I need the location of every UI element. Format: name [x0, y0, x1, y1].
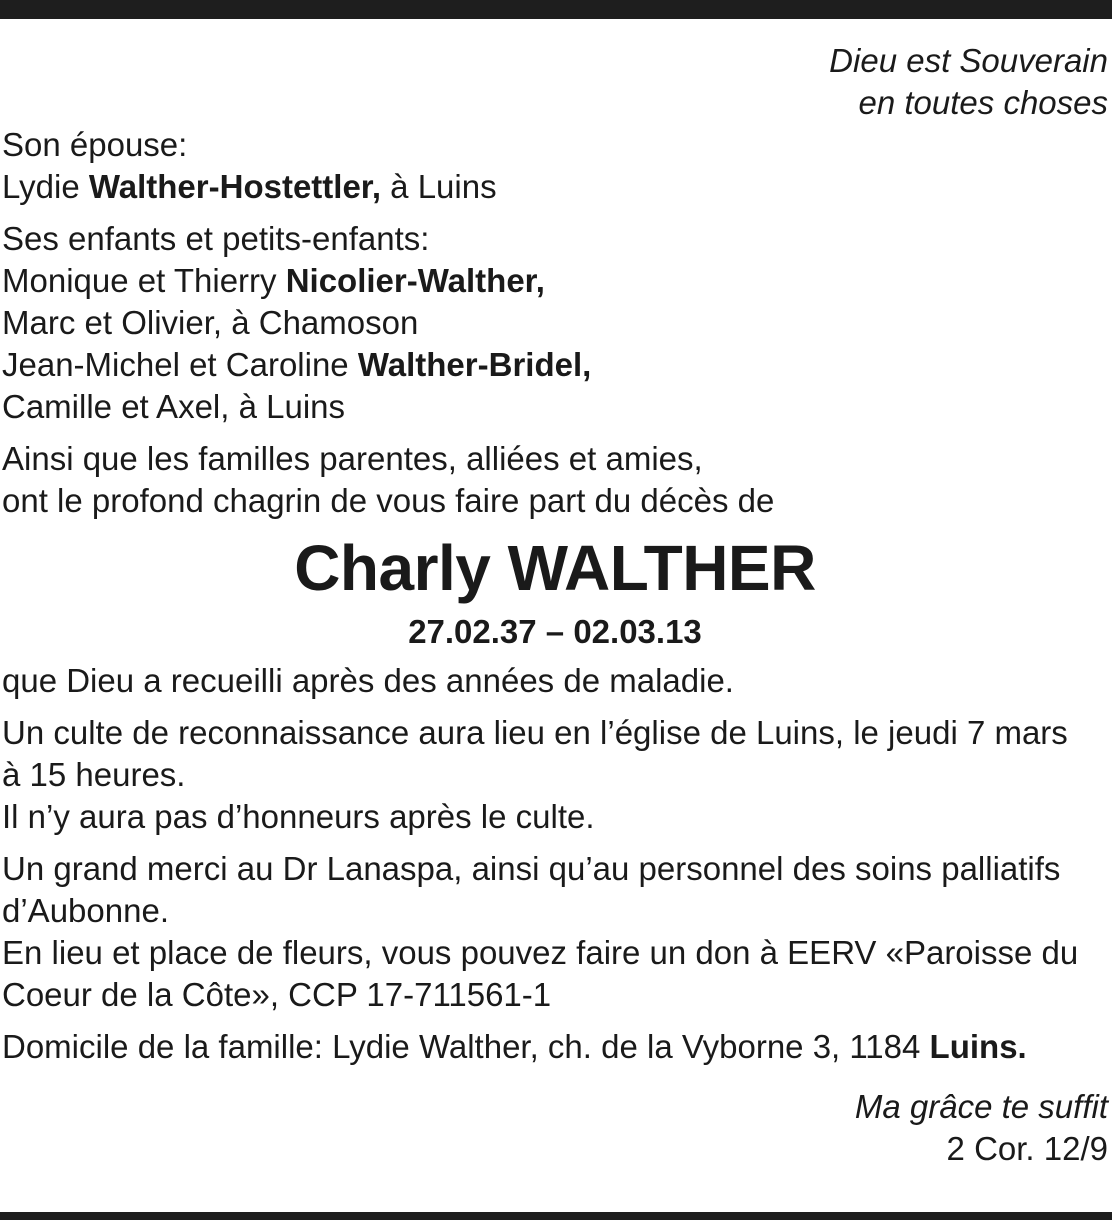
deceased-name: Charly WALTHER [294, 532, 816, 604]
family-1-surname: Nicolier-Walther, [285, 262, 545, 299]
donation-line-2: Coeur de la Côte», CCP 17-711561-1 [2, 976, 552, 1013]
domicile-line [2, 1026, 1108, 1068]
spouse-heading: Son épouse: [2, 126, 188, 163]
verse-text: Ma grâce te suffit [854, 1088, 1108, 1125]
service-line-1: Un culte de reconnaissance aura lieu en l’église de Luins, le jeudi 7 mars [2, 714, 1068, 751]
spouse-place: à Luins [390, 168, 497, 205]
announcement-line-2: ont le profond chagrin de vous faire part du décès de [2, 482, 775, 519]
family-2-children: Camille et Axel, à Luins [2, 388, 346, 425]
epigraph-line-2: en toutes choses [858, 84, 1108, 121]
children-section [2, 218, 1108, 428]
donation-line-1: En lieu et place de fleurs, vous pouvez faire un don à EERV «Paroisse du [2, 934, 1079, 971]
domicile-text: Domicile de la famille: Lydie Walther, ch. de la Vyborne 3, 1184 [2, 1028, 921, 1065]
family-2-line [2, 344, 1108, 386]
domicile-town: Luins. [929, 1028, 1027, 1065]
family-2-names: Jean-Michel et Caroline [2, 346, 349, 383]
announcement-line-1: Ainsi que les familles parentes, alliées et amies, [2, 440, 703, 477]
service-section [2, 712, 1108, 838]
recalled-line: que Dieu a recueilli après des années de maladie. [2, 662, 734, 699]
closing-verse [2, 1086, 1108, 1128]
verse-reference: 2 Cor. 12/9 [946, 1130, 1108, 1167]
family-1-children: Marc et Olivier, à Chamoson [2, 304, 419, 341]
spouse-last-name: Walther-Hostettler, [88, 168, 381, 205]
bottom-rule [0, 1212, 1112, 1220]
obituary-notice [2, 40, 1108, 1170]
children-heading: Ses enfants et petits-enfants: [2, 220, 430, 257]
epigraph [2, 40, 1108, 124]
spouse-section [2, 124, 1108, 208]
service-line-2: à 15 heures. [2, 756, 186, 793]
thanks-line-2: d’Aubonne. [2, 892, 169, 929]
spouse-first-name: Lydie [2, 168, 80, 205]
thanks-line-1: Un grand merci au Dr Lanaspa, ainsi qu’au personnel des soins palliatifs [2, 850, 1061, 887]
announcement [2, 438, 1108, 522]
family-2-surname: Walther-Bridel, [357, 346, 592, 383]
top-rule [0, 0, 1112, 19]
life-dates: 27.02.37 – 02.03.13 [408, 613, 702, 650]
family-1-names: Monique et Thierry [2, 262, 277, 299]
spouse-line [2, 166, 1108, 208]
epigraph-line-1: Dieu est Souverain [829, 42, 1108, 79]
service-line-3: Il n’y aura pas d’honneurs après le culte. [2, 798, 595, 835]
thanks-section [2, 848, 1108, 1016]
family-1-line [2, 260, 1108, 302]
